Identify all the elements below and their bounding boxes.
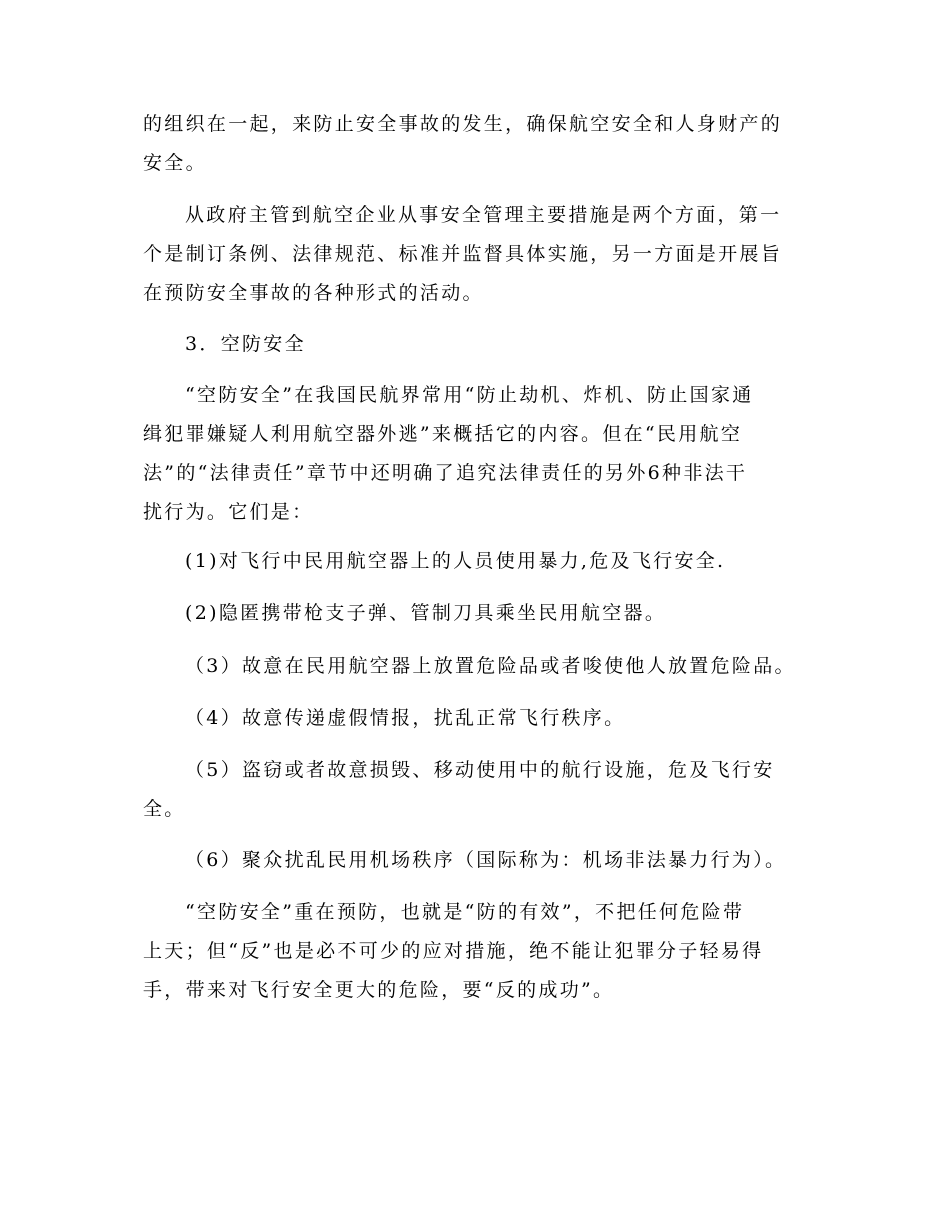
list-item [143,699,798,738]
text-line: （5）盗窃或者故意损毁、移动使用中的航行设施，危及飞行安 [185,759,775,781]
text-line: 全。 [143,798,186,820]
text-line: 法”的“法律责任”章节中还明确了追究法律责任的另外6种非法干 [143,462,748,484]
section-heading [143,325,798,364]
list-item [143,751,798,829]
paragraph-continuation [143,105,798,183]
list-item [143,647,798,686]
paragraph-air-defense-intro [143,376,798,532]
list-item [143,542,798,581]
text-line: 个是制订条例、法律规范、标准并监督具体实施，另一方面是开展旨 [143,243,783,265]
text-line: (2)隐匿携带枪支子弹、管制刀具乘坐民用航空器。 [185,602,667,624]
text-line: (1)对飞行中民用航空器上的人员使用暴力,危及飞行安全. [185,550,726,572]
text-line: 从政府主管到航空企业从事安全管理主要措施是两个方面，第一 [185,204,782,226]
text-line: 安全。 [143,152,207,174]
text-line: 扰行为。它们是： [143,501,314,523]
heading-text: 3．空防安全 [185,333,306,355]
text-line: 的组织在一起，来防止安全事故的发生，确保航空安全和人身财产的 [143,113,783,135]
text-line: （3）故意在民用航空器上放置危险品或者唆使他人放置危险品。 [185,655,796,677]
text-line: 上天；但“反”也是必不可少的应对措施，绝不能让犯罪分子轻易得 [143,940,764,962]
text-line: （6）聚众扰乱民用机场秩序（国际称为：机场非法暴力行为）。 [185,849,787,871]
text-line: 缉犯罪嫌疑人利用航空器外逃”来概括它的内容。但在“民用航空 [143,423,743,445]
text-line: “空防安全”在我国民航界常用“防止劫机、炸机、防止国家通 [185,384,754,406]
text-line: 在预防安全事故的各种形式的活动。 [143,282,484,304]
paragraph-conclusion [143,893,798,1010]
paragraph-safety-measures [143,196,798,313]
list-item [143,594,798,633]
text-line: 手，带来对飞行安全更大的危险，要“反的成功”。 [143,979,615,1001]
text-line: “空防安全”重在预防，也就是“防的有效”，不把任何危险带 [185,901,745,923]
list-item [143,841,798,880]
text-line: （4）故意传递虚假情报，扰乱正常飞行秩序。 [185,707,626,729]
